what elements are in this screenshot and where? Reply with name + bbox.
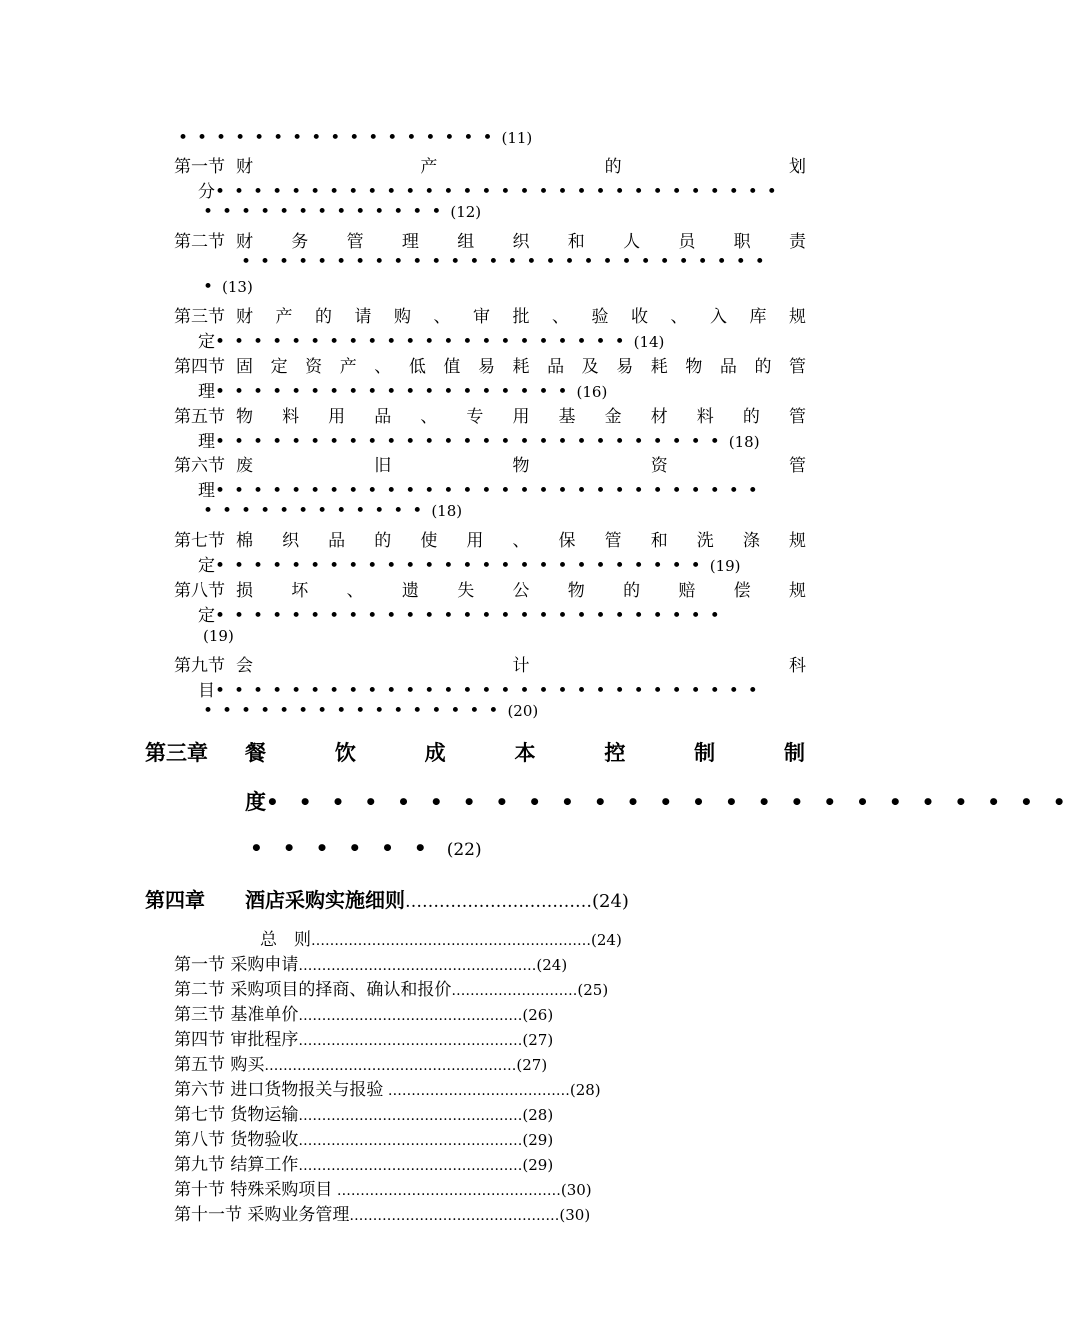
title-char: 控 xyxy=(604,740,626,765)
section-prefix: 第四节 xyxy=(174,357,225,377)
page-number: (24) xyxy=(591,931,622,949)
section-prefix: 第一节 xyxy=(174,157,225,177)
entry-title: 第八节 货物验收 xyxy=(174,1130,299,1150)
title-char: 产 xyxy=(339,357,357,377)
title-char: 饮 xyxy=(334,740,356,765)
title-char: 产 xyxy=(420,157,438,177)
leader-dots: …………………………………………………… xyxy=(311,933,591,949)
section-tail-line xyxy=(203,701,538,721)
title-char: 专 xyxy=(466,407,484,427)
title-char: 务 xyxy=(291,232,309,252)
leader-dots: ………………………………………… xyxy=(298,1033,523,1049)
leader-dots: ••••••••••••••••••••••••••• xyxy=(215,606,729,626)
leader-dots: ••••••••••••• xyxy=(203,202,451,222)
section-cont-line xyxy=(198,177,786,202)
title-char: 洗 xyxy=(696,531,714,551)
cont-char: 定 xyxy=(198,606,215,626)
toc-entry xyxy=(174,1000,553,1025)
cont-char: 理 xyxy=(198,382,215,402)
section-tail-line xyxy=(203,626,234,646)
section-tail-line xyxy=(203,202,481,222)
section-title xyxy=(236,526,806,551)
cont-char: 理 xyxy=(198,432,215,452)
entry-title: 总 则 xyxy=(260,930,311,950)
toc-entry xyxy=(174,1175,592,1200)
entry-title: 第四节 审批程序 xyxy=(174,1030,299,1050)
page-number: (24) xyxy=(592,891,629,912)
entry-title: 第一节 采购申请 xyxy=(174,955,299,975)
toc-entry xyxy=(174,1100,553,1125)
title-char: 偿 xyxy=(733,581,751,601)
title-char: 职 xyxy=(733,232,751,252)
section-tail-line xyxy=(203,501,462,521)
title-char: 旧 xyxy=(374,456,392,476)
section-prefix: 第七节 xyxy=(174,531,225,551)
title-char: 耗 xyxy=(650,357,668,377)
title-char: 责 xyxy=(788,232,806,252)
title-char: 本 xyxy=(514,740,536,765)
title-char: 及 xyxy=(581,357,599,377)
title-char: 织 xyxy=(512,232,530,252)
page-number: (13) xyxy=(222,278,253,296)
section-cont-line xyxy=(198,551,741,576)
cont-char: 定 xyxy=(198,556,215,576)
title-char: 材 xyxy=(650,407,668,427)
toc-entry xyxy=(174,1150,553,1175)
title-char: 物 xyxy=(512,456,530,476)
title-char: 失 xyxy=(457,581,475,601)
leader-dots: ••••••••••••••••••••••••••• xyxy=(215,432,729,452)
title-char: 财 xyxy=(236,157,253,177)
toc-top-line xyxy=(178,128,532,148)
title-char: 管 xyxy=(789,456,806,476)
title-char: 、 xyxy=(670,307,688,327)
page-number: (11) xyxy=(501,129,533,147)
title-char: 入 xyxy=(710,307,727,327)
title-char: 和 xyxy=(650,531,668,551)
leader-dots: …………………………………………… xyxy=(298,958,537,974)
title-char: 使 xyxy=(420,531,438,551)
leader-dots: •••••••••••••••••••••••••••••• xyxy=(215,182,786,202)
title-char: 值 xyxy=(443,357,461,377)
chapter-3-cont xyxy=(245,786,1086,816)
title-char: 餐 xyxy=(245,740,266,765)
title-char: 和 xyxy=(567,232,585,252)
title-char: 物 xyxy=(685,357,703,377)
section-title xyxy=(236,651,806,676)
chapter-3-cont-char: 度 xyxy=(245,789,266,814)
title-char: 的 xyxy=(623,581,641,601)
title-char: 物 xyxy=(236,407,253,427)
section-title xyxy=(236,352,806,377)
page-number: (29) xyxy=(522,1131,554,1149)
section-cont-line xyxy=(198,427,760,452)
chapter-4-title: 酒店采购实施细则 xyxy=(245,888,405,912)
title-char: 批 xyxy=(512,307,530,327)
chapter-3-label: 第三章 xyxy=(145,740,208,765)
title-char: 品 xyxy=(328,531,346,551)
section-title xyxy=(236,576,806,601)
chapter-4-label: 第四章 xyxy=(145,888,205,912)
page-number: (29) xyxy=(522,1156,554,1174)
section-tail-line xyxy=(203,277,253,297)
title-char: 用 xyxy=(512,407,530,427)
title-char: 坏 xyxy=(291,581,309,601)
title-char: 规 xyxy=(788,531,806,551)
title-char: 规 xyxy=(788,581,806,601)
title-char: 规 xyxy=(789,307,806,327)
title-char: 的 xyxy=(374,531,392,551)
title-char: 、 xyxy=(552,307,569,327)
title-char: 成 xyxy=(424,740,446,765)
title-char: 库 xyxy=(749,307,767,327)
leader-dots: ………………………………………… xyxy=(298,1133,523,1149)
page-number: (26) xyxy=(522,1006,554,1024)
page-number: (30) xyxy=(559,1206,591,1224)
title-char: 棉 xyxy=(236,531,253,551)
title-char: 料 xyxy=(282,407,300,427)
title-char: 资 xyxy=(650,456,668,476)
leader-dots: ………………………………………… xyxy=(332,1183,561,1199)
title-char: 定 xyxy=(270,357,288,377)
cont-char: 分 xyxy=(198,182,215,202)
title-char: 料 xyxy=(696,407,714,427)
title-char: 、 xyxy=(420,407,438,427)
leader-dots: ••••••••••••••••••••••••••••• xyxy=(215,481,767,501)
title-char: 用 xyxy=(328,407,346,427)
title-char: 请 xyxy=(354,307,372,327)
page-number: (22) xyxy=(446,840,482,860)
title-char: 用 xyxy=(466,531,484,551)
title-char: 资 xyxy=(305,357,323,377)
leader-dots: •••••••••••••••••••••• xyxy=(215,332,634,352)
title-char: 理 xyxy=(401,232,419,252)
section-title xyxy=(236,152,806,177)
leader-dots: •••••••••••••••• xyxy=(203,701,508,721)
title-char: 品 xyxy=(374,407,392,427)
page-number: (30) xyxy=(560,1181,592,1199)
leader-dots: •••••• xyxy=(250,836,447,860)
page-number: (20) xyxy=(507,702,539,720)
title-char: 基 xyxy=(558,407,576,427)
page-number: (28) xyxy=(569,1081,601,1099)
page-number: (25) xyxy=(577,981,609,999)
title-char: 、 xyxy=(512,531,530,551)
leader-dots: •••••••••••• xyxy=(203,501,432,521)
leader-dots: ………………………………… xyxy=(383,1083,570,1099)
title-char: 财 xyxy=(236,232,253,252)
title-char: 赔 xyxy=(678,581,696,601)
title-char: 员 xyxy=(678,232,696,252)
title-char: 损 xyxy=(236,581,253,601)
title-char: 审 xyxy=(473,307,490,327)
title-char: 、 xyxy=(374,357,392,377)
title-char: 管 xyxy=(788,407,806,427)
entry-title: 第九节 结算工作 xyxy=(174,1155,299,1175)
title-char: 固 xyxy=(236,357,253,377)
entry-title: 第十节 特殊采购项目 xyxy=(174,1180,333,1200)
title-char: 易 xyxy=(477,357,495,377)
title-char: 的 xyxy=(315,307,332,327)
section-title xyxy=(236,402,806,427)
page-number: (27) xyxy=(522,1031,554,1049)
section-prefix: 第九节 xyxy=(174,656,225,676)
page-number: (28) xyxy=(522,1106,554,1124)
title-char: 财 xyxy=(236,307,253,327)
title-char: 收 xyxy=(631,307,648,327)
title-char: 低 xyxy=(408,357,426,377)
title-char: 、 xyxy=(346,581,364,601)
title-char: 的 xyxy=(754,357,772,377)
title-char: 织 xyxy=(282,531,300,551)
chapter-4-title-line xyxy=(245,884,629,913)
section-prefix: 第八节 xyxy=(174,581,225,601)
entry-title: 第五节 购买 xyxy=(174,1055,265,1075)
leader-dots: •••••••••••••••••••••••••• xyxy=(215,556,710,576)
title-char: 购 xyxy=(394,307,411,327)
title-char: 易 xyxy=(616,357,634,377)
title-char: 计 xyxy=(512,656,530,676)
title-char: 保 xyxy=(558,531,576,551)
toc-entry xyxy=(174,975,608,1000)
title-char: 遗 xyxy=(401,581,419,601)
section-title xyxy=(236,302,806,327)
leader-dots: ……………………………………………… xyxy=(264,1058,517,1074)
leader-dots: ………………………………………… xyxy=(298,1008,523,1024)
title-char: 制 xyxy=(783,740,805,765)
page-number: (24) xyxy=(536,956,568,974)
toc-entry xyxy=(174,1050,547,1075)
title-char: 涤 xyxy=(742,531,760,551)
entry-title: 第六节 进口货物报关与报验 xyxy=(174,1080,384,1100)
section-cont-line xyxy=(198,601,729,626)
chapter-3-title xyxy=(245,737,805,767)
title-char: 管 xyxy=(789,357,806,377)
title-char: 人 xyxy=(623,232,641,252)
section-prefix: 第六节 xyxy=(174,456,225,476)
title-char: 会 xyxy=(236,656,253,676)
toc-entry xyxy=(174,1075,601,1100)
leader-dots: • xyxy=(203,277,223,297)
leader-dots: ••••••••••••••••••••••••• xyxy=(266,790,1086,814)
cont-char: 定 xyxy=(198,332,215,352)
title-char: 产 xyxy=(275,307,293,327)
entry-title: 第二节 采购项目的择商、确认和报价 xyxy=(174,980,452,1000)
toc-entry xyxy=(174,950,567,975)
toc-entry xyxy=(260,925,622,950)
title-char: 、 xyxy=(433,307,451,327)
entry-title: 第十一节 采购业务管理 xyxy=(174,1205,350,1225)
leader-dots: …………………………… xyxy=(405,892,592,912)
section-cont-line xyxy=(198,676,767,701)
title-char: 耗 xyxy=(512,357,530,377)
toc-entry xyxy=(174,1125,553,1150)
section-title xyxy=(236,451,806,476)
title-char: 废 xyxy=(236,456,253,476)
title-char: 管 xyxy=(346,232,364,252)
section-prefix: 第三节 xyxy=(174,307,225,327)
title-char: 组 xyxy=(457,232,475,252)
title-char: 物 xyxy=(567,581,585,601)
leader-dots: •••••••••••••••••••••••••••• xyxy=(241,252,774,272)
page-number: (18) xyxy=(431,502,463,520)
title-char: 制 xyxy=(694,740,716,765)
toc-entry xyxy=(174,1025,553,1050)
leader-dots: ………………………………………… xyxy=(298,1108,523,1124)
leader-dots: ••••••••••••••••••• xyxy=(215,382,577,402)
title-char: 公 xyxy=(512,581,530,601)
title-char: 品 xyxy=(547,357,565,377)
title-char: 验 xyxy=(591,307,609,327)
page-number: (12) xyxy=(450,203,482,221)
chapter-3-tail xyxy=(250,836,482,860)
leader-dots: ••••••••••••••••••••••••••••• xyxy=(215,681,767,701)
leader-dots: ••••••••••••••••• xyxy=(178,128,502,148)
section-cont-line xyxy=(241,252,774,272)
title-char: 的 xyxy=(742,407,760,427)
leader-dots: ……………………………………… xyxy=(349,1208,560,1224)
entry-title: 第七节 货物运输 xyxy=(174,1105,299,1125)
title-char: 金 xyxy=(604,407,622,427)
section-cont-line xyxy=(198,377,607,402)
page-number: (19) xyxy=(709,557,741,575)
section-prefix: 第五节 xyxy=(174,407,225,427)
page-number: (14) xyxy=(633,333,665,351)
title-char: 品 xyxy=(719,357,737,377)
page-number: (16) xyxy=(576,383,608,401)
page-number: (18) xyxy=(728,433,760,451)
title-char: 科 xyxy=(789,656,806,676)
section-prefix: 第二节 xyxy=(174,232,225,252)
section-cont-line xyxy=(198,476,767,501)
cont-char: 理 xyxy=(198,481,215,501)
section-title xyxy=(236,227,806,252)
section-cont-line xyxy=(198,327,664,352)
title-char: 管 xyxy=(604,531,622,551)
leader-dots: ……………………… xyxy=(451,983,578,999)
toc-entry xyxy=(174,1200,590,1225)
cont-char: 目 xyxy=(198,681,215,701)
entry-title: 第三节 基准单价 xyxy=(174,1005,299,1025)
title-char: 的 xyxy=(604,157,622,177)
page-number: (19) xyxy=(203,627,234,645)
page-number: (27) xyxy=(516,1056,548,1074)
title-char: 划 xyxy=(788,157,806,177)
leader-dots: ………………………………………… xyxy=(298,1158,523,1174)
